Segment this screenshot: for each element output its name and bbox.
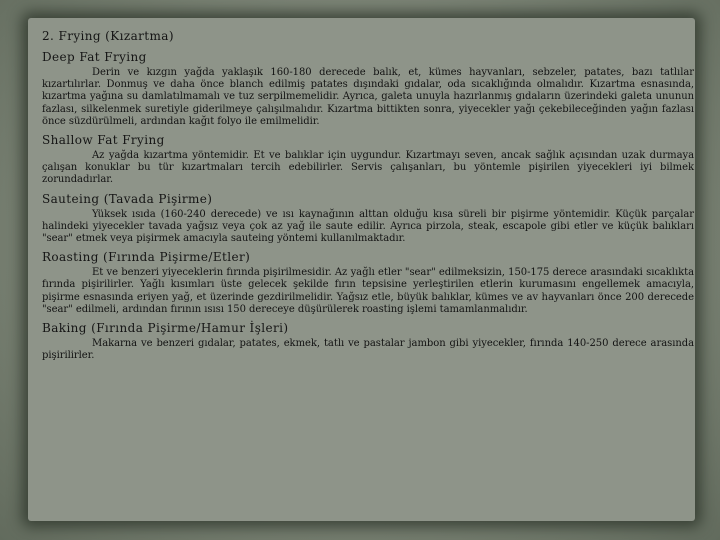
- paragraph-deep-fat-frying: Derin ve kızgın yağda yaklaşık 160-180 derecede balık, et, kümes hayvanları, sebzeler, patates, bazı tatlılar kızartılırlar. Donmuş ve daha önce blanch edilmiş patates dışındaki gıdalar, oda sıcaklığında olmalıdır. Kızartma esnasında, kızartma yağına su damlatılmamalı ve tuz serpilmemelidir. Ayrıca, galeta unuyla hazırlanmış gıdaların üzerindeki galeta ununun fazlası, silkelenmek suretiyle giderilmeye çalışılmalıdır. Kızartma bittikten sonra, yiyecekler yağı çekebileceğinden yağın fazlası önce süzdürülmeli, ardından kağıt folyo ile emilmelidir.: [42, 67, 694, 127]
- heading-roasting: Roasting (Fırında Pişirme/Etler): [42, 250, 251, 265]
- document-body: [42, 27, 694, 365]
- paragraph-shallow-fat-frying: Az yağda kızartma yöntemidir. Et ve balıklar için uygundur. Kızartmayı seven, ancak sağlık açısından uzak durmaya çalışan konuklar bu tür kızartmaları tercih edebilirler. Servis çalışanları, bu yöntemle pişirilen yiyecekleri iyi bilmek zorundadırlar.: [42, 150, 694, 186]
- paragraph-roasting: Et ve benzeri yiyeceklerin fırında pişirilmesidir. Az yağlı etler "sear" edilmeksizin, 150-175 derece arasındaki sıcaklıkta fırında pişirilirler. Yağlı kısımları üste gelecek şekilde fırın tepsisine yerleştirilen etlerin kurumasını engellemek amacıyla, pişirme esnasında eriyen yağ, et üzerinde gezdirilmelidir. Yağsız etle, büyük balıklar, kümes ve av hayvanları önce 200 derecede "sear" edilmeli, ardından fırının ısısı 150 dereceye düşürülerek roasting işlemi tamamlanmalıdır.: [42, 267, 694, 315]
- paragraph-sauteing: Yüksek ısıda (160-240 derecede) ve ısı kaynağının alttan olduğu kısa süreli bir pişirme yöntemidir. Küçük parçalar halindeki yiyecekler tavada yağsız veya çok az yağ ile saute edilir. Ayrıca pirzola, steak, escapole gibi etler ve küçük balıkları "sear" etmek veya pişirmek amacıyla sauteing yöntemi kullanılmaktadır.: [42, 208, 694, 245]
- heading-shallow-fat-frying: Shallow Fat Frying: [42, 133, 165, 148]
- heading-baking: Baking (Fırında Pişirme/Hamur İşleri): [42, 321, 289, 336]
- section-title: 2. Frying (Kızartma): [42, 29, 174, 43]
- heading-deep-fat-frying: Deep Fat Frying: [42, 50, 147, 64]
- heading-sauteing: Sauteing (Tavada Pişirme): [42, 191, 213, 206]
- paragraph-baking: Makarna ve benzeri gıdalar, patates, ekmek, tatlı ve pastalar jambon gibi yiyecekler, fırında 140-250 derece arasında pişirilirler.: [42, 338, 694, 362]
